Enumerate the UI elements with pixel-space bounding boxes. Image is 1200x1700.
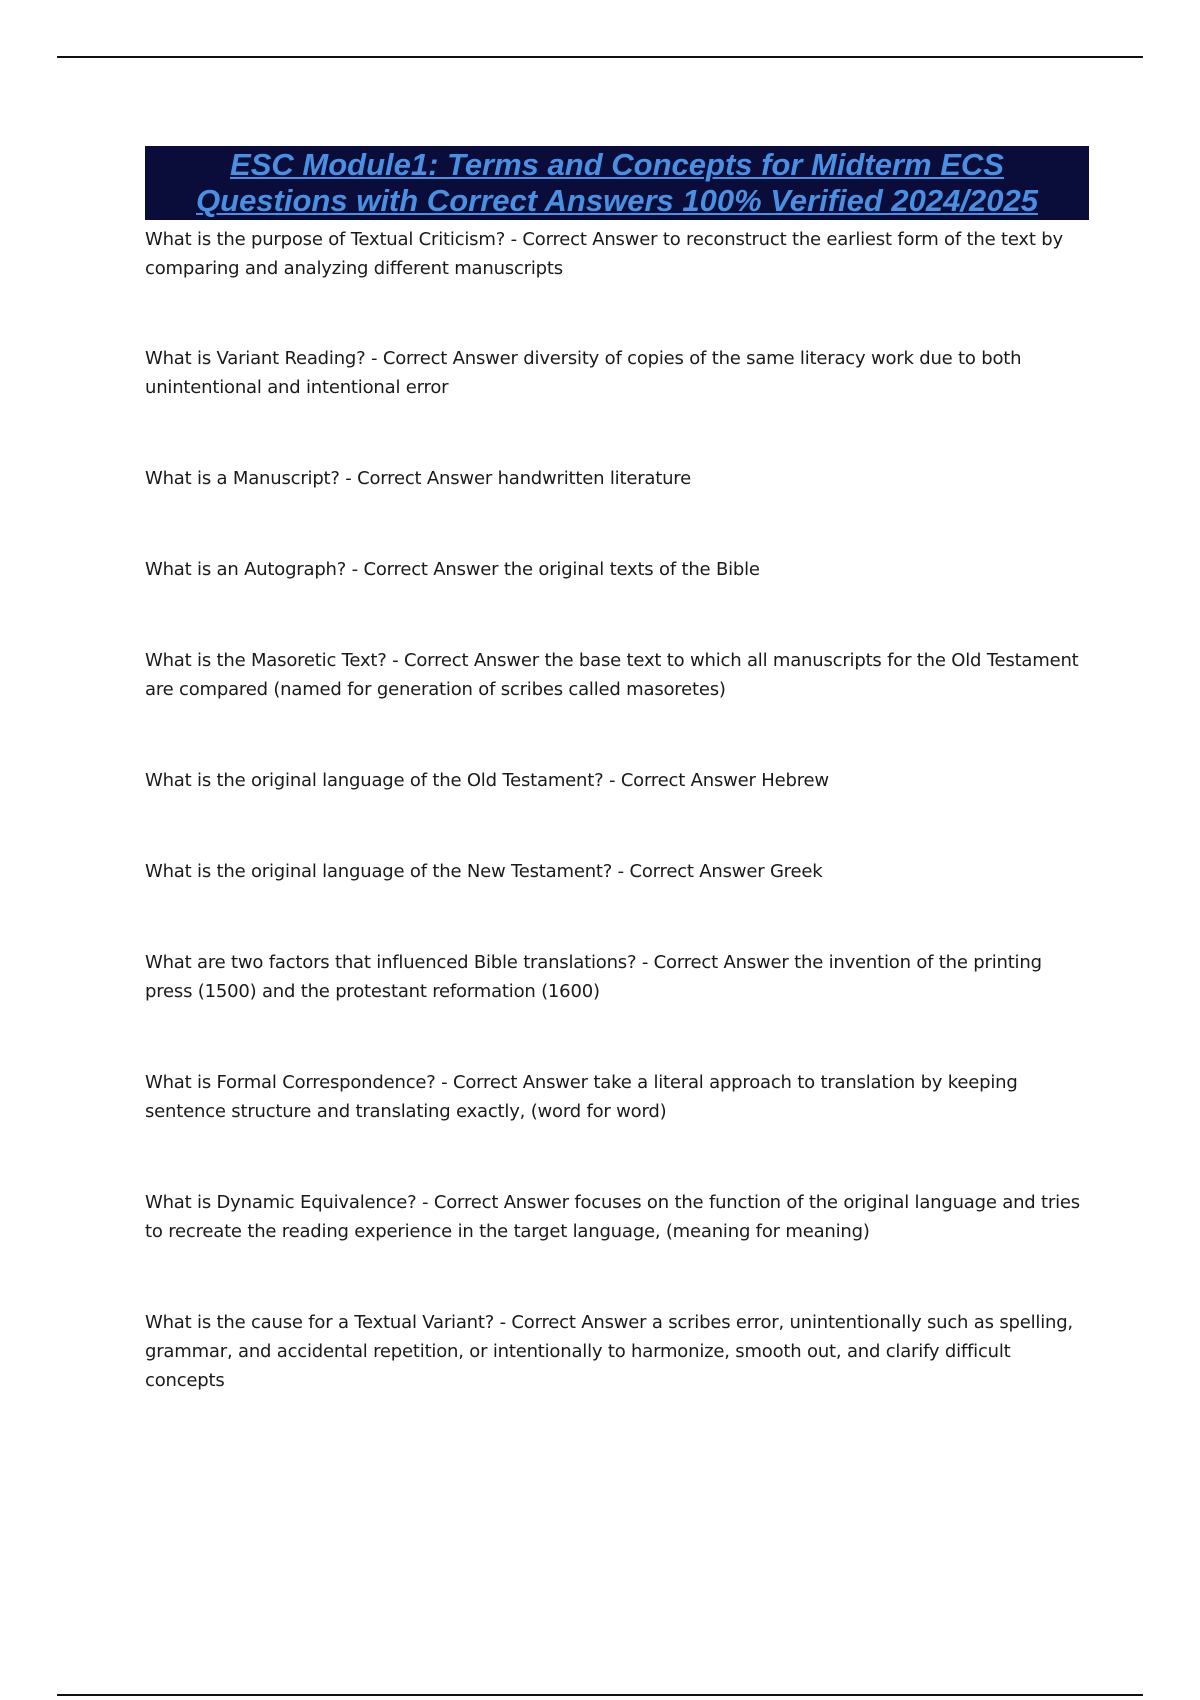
- answer-text: Hebrew: [761, 770, 829, 791]
- answer-text: the base text to which all manuscripts for the Old Testament are compared (named for generation of scribes called masoretes): [145, 650, 1079, 700]
- answer-label: Correct Answer: [382, 348, 518, 369]
- qa-item: [145, 464, 1089, 493]
- answer-label: Correct Answer: [433, 1192, 569, 1213]
- qa-item: [145, 857, 1089, 886]
- qa-list: [145, 225, 1089, 1395]
- qa-item: [145, 225, 1089, 283]
- question-text: What is the Masoretic Text?: [145, 650, 387, 671]
- qa-item: [145, 766, 1089, 795]
- title-banner: [145, 146, 1089, 220]
- qa-item: [145, 948, 1089, 1006]
- answer-text: Greek: [769, 861, 823, 882]
- answer-text: take a literal approach to translation by keeping sentence structure and translating exactly, (word for word): [145, 1072, 1018, 1122]
- question-text: What is an Autograph?: [145, 559, 347, 580]
- answer-label: Correct Answer: [363, 559, 499, 580]
- footer-rule: [57, 1694, 1143, 1696]
- answer-label: Correct Answer: [620, 770, 756, 791]
- question-text: What is the cause for a Textual Variant?: [145, 1312, 495, 1333]
- question-text: What is the purpose of Textual Criticism?: [145, 229, 506, 250]
- answer-label: Correct Answer: [452, 1072, 588, 1093]
- question-text: What is a Manuscript?: [145, 468, 340, 489]
- header-rule: [57, 56, 1143, 58]
- answer-text: a scribes error, unintentionally such as spelling, grammar, and accidental repetition, or intentionally to harmonize, smooth out, and clarify difficult concepts: [145, 1312, 1073, 1391]
- answer-text: focuses on the function of the original language and tries to recreate the reading experience in the target language, (meaning for meaning): [145, 1192, 1080, 1242]
- answer-label: Correct Answer: [404, 650, 539, 671]
- question-text: What is Formal Correspondence?: [145, 1072, 436, 1093]
- answer-text: the original texts of the Bible: [503, 559, 760, 580]
- answer-text: to reconstruct the earliest form of the text by comparing and analyzing different manuscripts: [145, 229, 1063, 279]
- document-body: [145, 146, 1089, 1395]
- answer-label: Correct Answer: [511, 1312, 647, 1333]
- question-text: What is the original language of the New Testament?: [145, 861, 613, 882]
- answer-text: diversity of copies of the same literacy work due to both unintentional and intentional error: [145, 348, 1022, 398]
- answer-label: Correct Answer: [522, 229, 658, 250]
- answer-text: the invention of the printing press (1500) and the protestant reformation (1600): [145, 952, 1042, 1002]
- question-text: What are two factors that influenced Bible translations?: [145, 952, 637, 973]
- question-text: What is Dynamic Equivalence?: [145, 1192, 417, 1213]
- question-text: What is Variant Reading?: [145, 348, 366, 369]
- qa-item: [145, 646, 1089, 704]
- qa-item: [145, 555, 1089, 584]
- qa-item: [145, 1188, 1089, 1246]
- question-text: What is the original language of the Old Testament?: [145, 770, 604, 791]
- qa-item: [145, 1308, 1089, 1395]
- answer-label: Correct Answer: [357, 468, 493, 489]
- qa-item: [145, 344, 1089, 402]
- title-line-1[interactable]: ESC Module1: Terms and Concepts for Midterm ECS: [230, 147, 1004, 182]
- answer-text: handwritten literature: [497, 468, 691, 489]
- answer-label: Correct Answer: [629, 861, 765, 882]
- qa-item: [145, 1068, 1089, 1126]
- title-line-2[interactable]: Questions with Correct Answers 100% Verified 2024/2025: [196, 183, 1038, 218]
- answer-label: Correct Answer: [653, 952, 789, 973]
